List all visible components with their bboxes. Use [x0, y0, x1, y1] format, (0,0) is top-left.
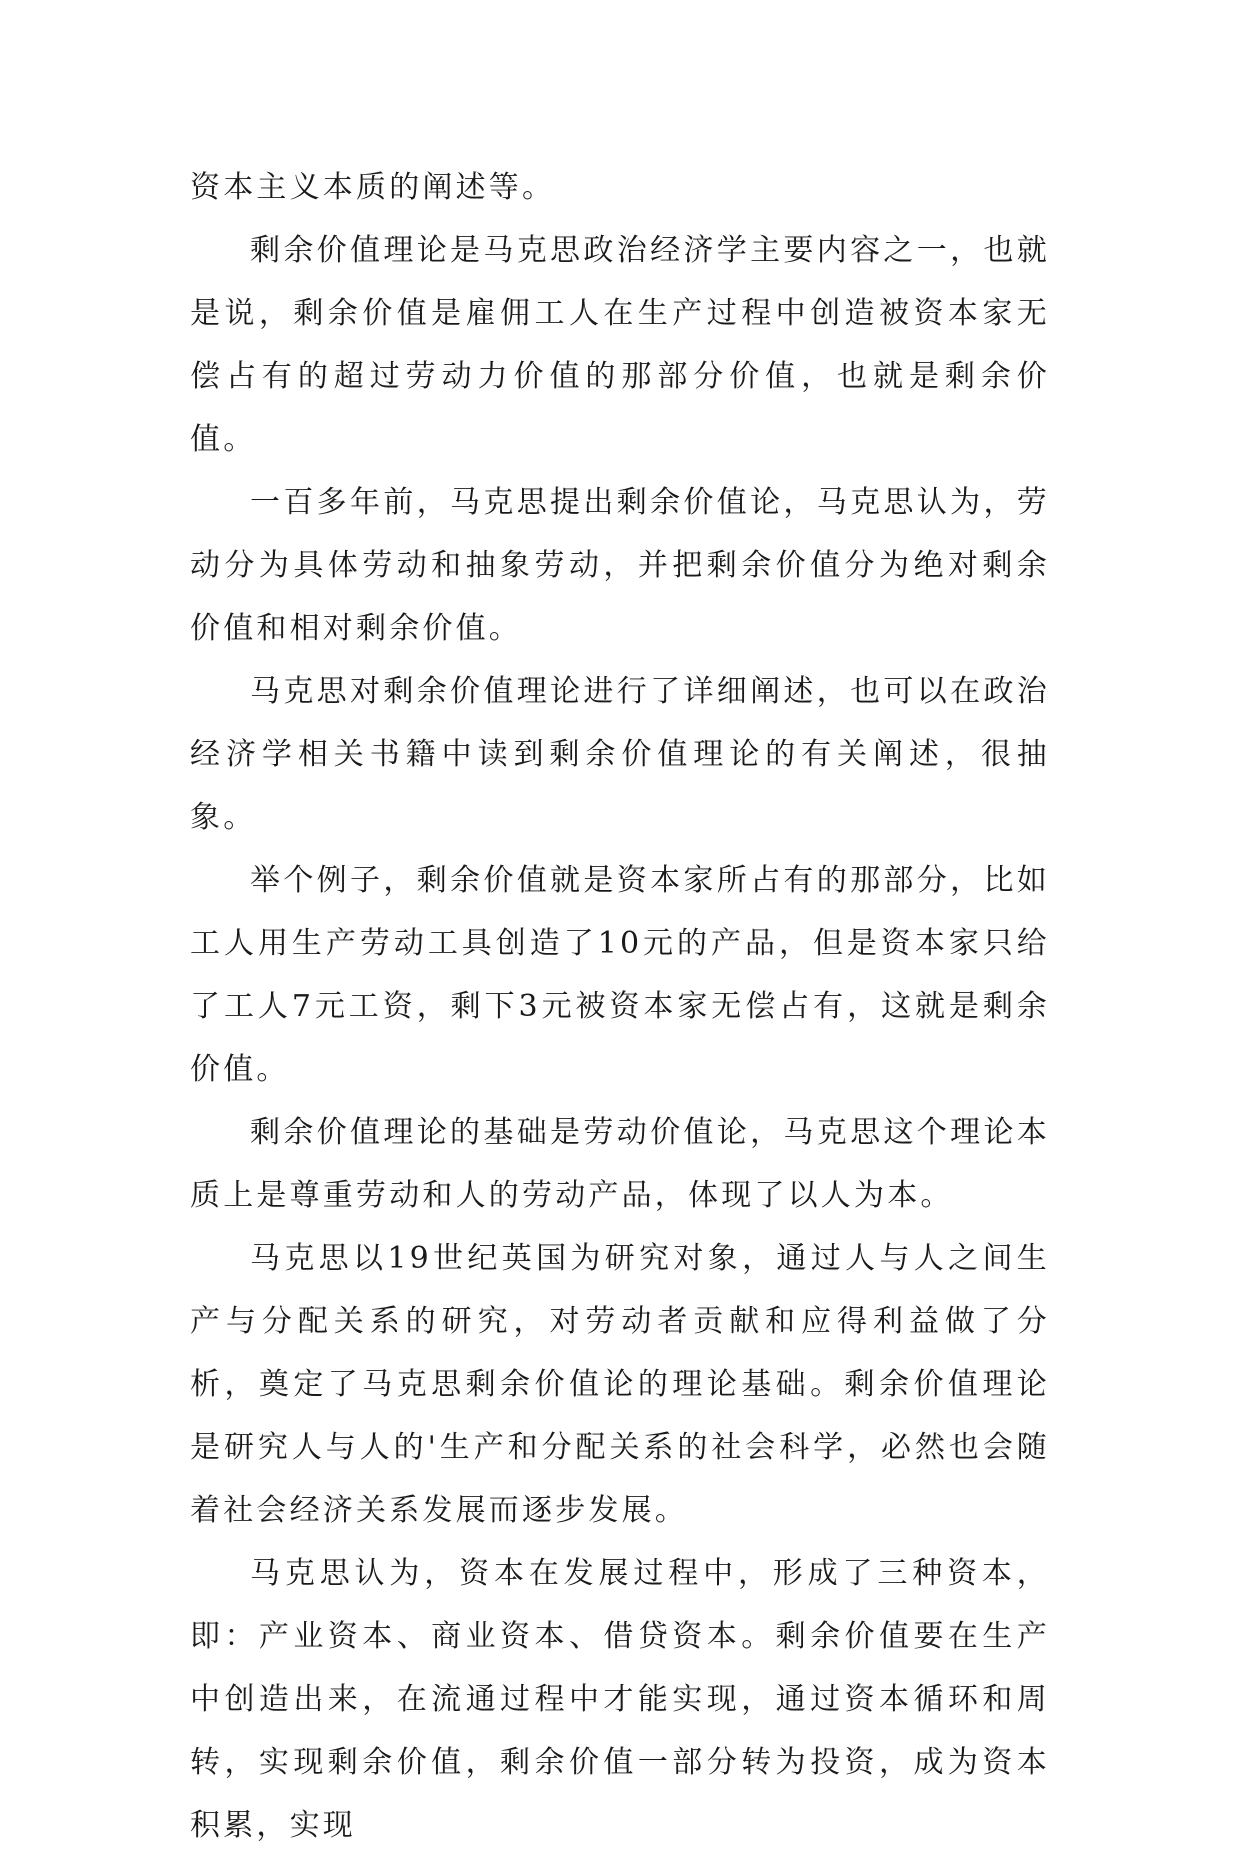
- body-text: [190, 156, 1050, 1857]
- paragraph-2: 剩余价值理论是马克思政治经济学主要内容之一，也就是说，剩余价值是雇佣工人在生产过程中创造被资本家无偿占有的超过劳动力价值的那部分价值，也就是剩余价值。: [190, 233, 1050, 457]
- paragraph-7: 马克思以19世纪英国为研究对象，通过人与人之间生产与分配关系的研究，对劳动者贡献和应得利益做了分析，奠定了马克思剩余价值论的理论基础。剩余价值理论是研究人与人的'生产和分配关系的社会科学，必然也会随着社会经济关系发展而逐步发展。: [190, 1241, 1050, 1528]
- paragraph-6: 剩余价值理论的基础是劳动价值论，马克思这个理论本质上是尊重劳动和人的劳动产品，体现了以人为本。: [190, 1115, 1050, 1213]
- paragraph-5: 举个例子，剩余价值就是资本家所占有的那部分，比如工人用生产劳动工具创造了10元的产品，但是资本家只给了工人7元工资，剩下3元被资本家无偿占有，这就是剩余价值。: [190, 863, 1050, 1087]
- paragraph-4: 马克思对剩余价值理论进行了详细阐述，也可以在政治经济学相关书籍中读到剩余价值理论的有关阐述，很抽象。: [190, 674, 1050, 835]
- paragraph-8: 马克思认为，资本在发展过程中，形成了三种资本，即：产业资本、商业资本、借贷资本。剩余价值要在生产中创造出来，在流通过程中才能实现，通过资本循环和周转，实现剩余价值，剩余价值一部分转为投资，成为资本积累，实现: [190, 1556, 1050, 1843]
- paragraph-1: 资本主义本质的阐述等。: [190, 170, 556, 205]
- paragraph-3: 一百多年前，马克思提出剩余价值论，马克思认为，劳动分为具体劳动和抽象劳动，并把剩余价值分为绝对剩余价值和相对剩余价值。: [190, 485, 1050, 646]
